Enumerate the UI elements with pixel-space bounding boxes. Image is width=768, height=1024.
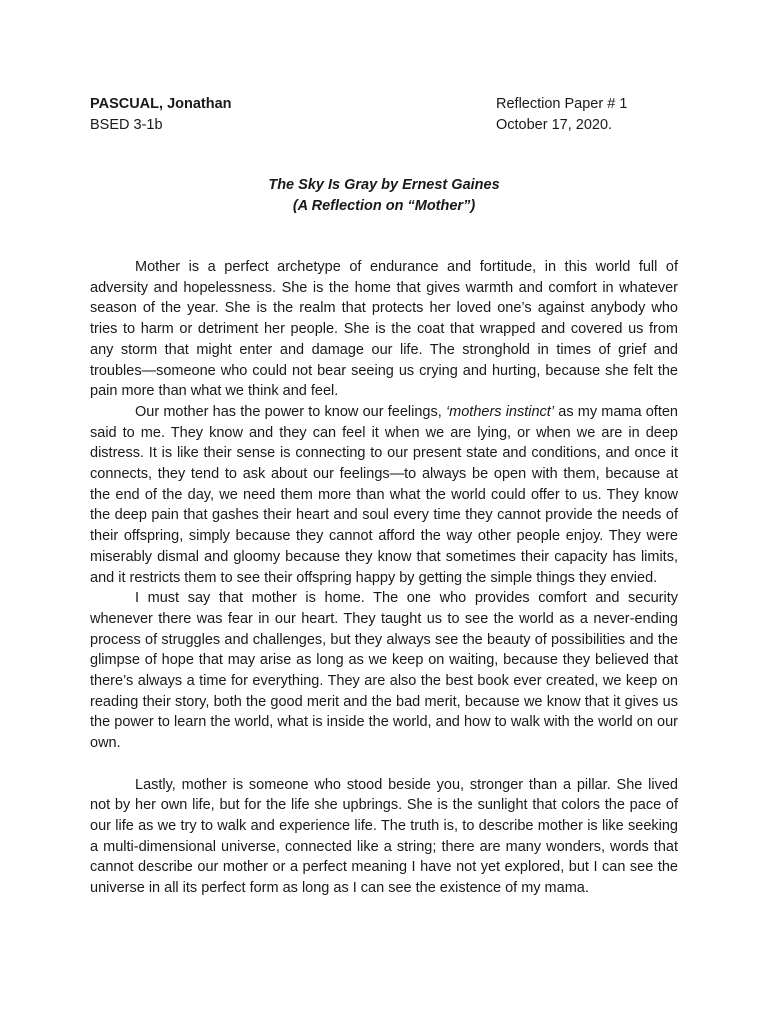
paragraph-2-rest: as my mama often said to me. They know and they can feel it when we are lying, or when we are in deep distress. It is like their sense is connecting to our present state and conditions, and once it connects, they tend to ask about our feelings—to always be open with them, because at the end of the day, we need them more than what the world could offer to us. They know the deep pain that gashes their heart and soul every time they cannot provide the needs of their offspring, simply because they cannot afford the way other people enjoy. They were miserably dismal and gloomy because they know that sometimes their capacity has limits, and it restricts them to see their offspring happy by getting the simple things they envied. <box>90 403 678 586</box>
title-line-2: (A Reflection on “Mother”) <box>292 198 476 214</box>
paragraph-4: Lastly, mother is someone who stood beside you, stronger than a pillar. She lived not by her own life, but for the life she upbrings. She is the sunlight that colors the pace of our life as we try to walk and experience life. The truth is, to describe mother is like seeking a multi-dimensional universe, connected like a string; there are many wonders, words that cannot describe our mother or a perfect meaning I have not yet explored, but I can see the universe in all its perfect form as long as I can see the existence of my mama. <box>90 776 678 897</box>
paper-label: Reflection Paper # 1 <box>496 96 628 112</box>
paragraph-1: Mother is a perfect archetype of endurance and fortitude, in this world full of adversity and hopelessness. She is the home that gives warmth and comfort in whatever season of the year. She is the realm that protects her loved one’s against anybody who tries to harm or detriment her people. She is the coat that wrapped and covered us from any storm that might enter and damage our life. The stronghold in times of grief and troubles—someone who could not bear seeing us crying and hurting, because she felt the pain more than what we think and feel. <box>90 259 678 400</box>
author-name: PASCUAL, Jonathan <box>90 96 232 112</box>
paragraph-3: I must say that mother is home. The one who provides comfort and security whenever there was fear in our heart. They taught us to see the world as a never-ending process of struggles and challenges, but they always see the beauty of possibilities and the glimpse of hope that may arise as long as we keep on waiting, because they believed that there’s always a time for everything. They are also the best book ever created, we keep on reading their story, both the good merit and the bad merit, because we know that it gives us the power to learn the world, what is inside the world, and how to walk with the world on our own. <box>90 590 678 752</box>
author-section: BSED 3-1b <box>90 116 163 133</box>
header-row-2 <box>90 115 678 136</box>
paper-date: October 17, 2020. <box>496 116 613 133</box>
document-header <box>90 94 678 135</box>
title-block <box>90 175 678 217</box>
paragraph-2-italic-phrase: ‘mothers instinct’ <box>445 403 555 420</box>
title-line-1: The Sky Is Gray by Ernest Gaines <box>268 177 500 193</box>
document-body <box>90 257 678 899</box>
paragraph-2-start: Our mother has the power to know our feelings, <box>135 403 446 420</box>
header-row-1 <box>90 94 678 115</box>
paragraph-2 <box>90 402 678 588</box>
